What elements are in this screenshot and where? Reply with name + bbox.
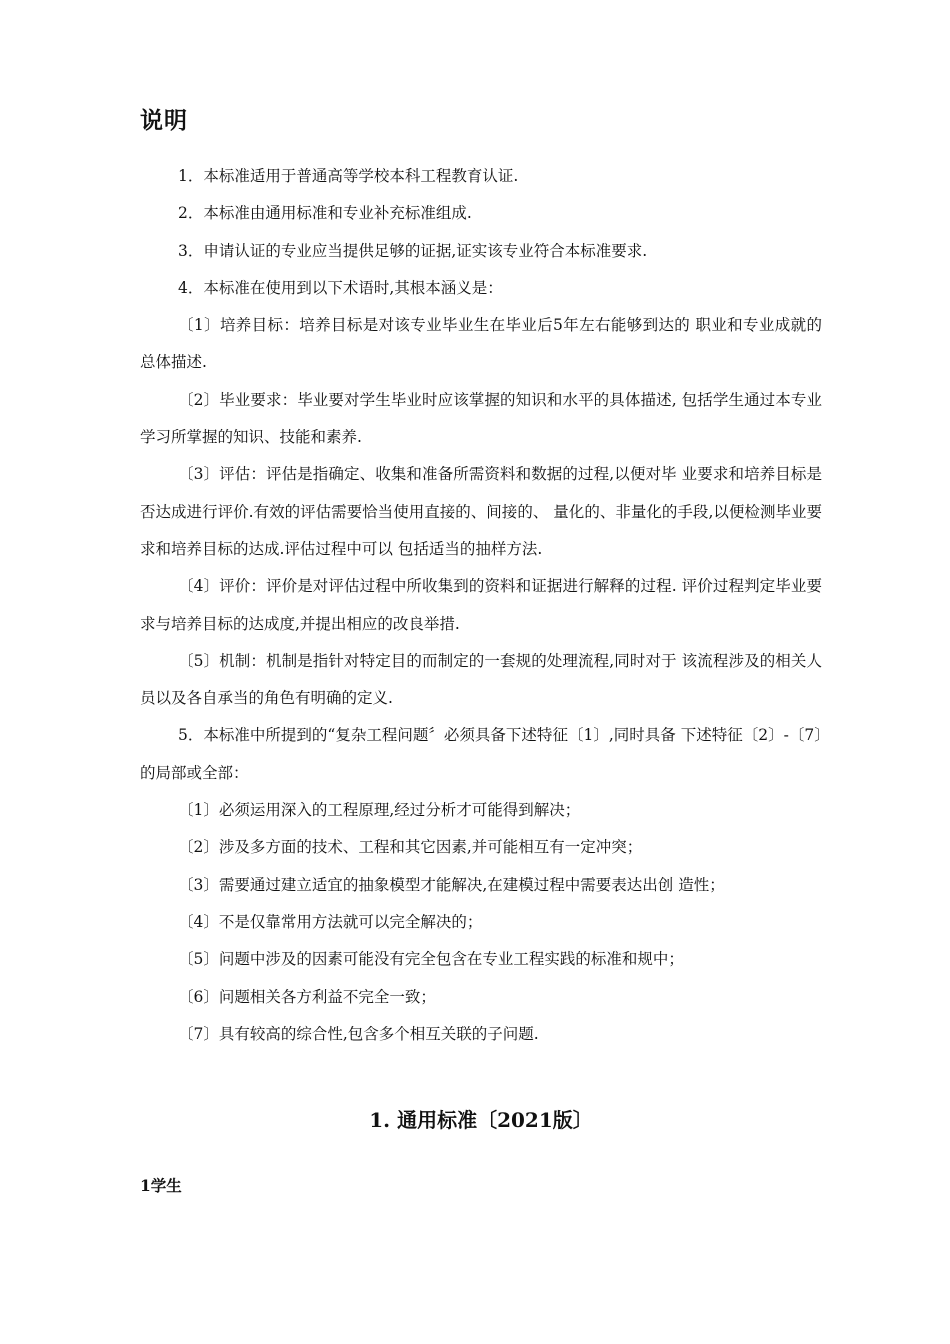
- section-title: 1. 通用标准〔2021版〕: [369, 1108, 593, 1132]
- term-graduation-requirement: 〔2〕毕业要求：毕业要对学生毕业时应该掌握的知识和水平的具体描述, 包括学生通过本专业学习所掌握的知识、技能和素养.: [140, 390, 822, 447]
- feature-item: 〔6〕问题相关各方利益不完全一致；: [178, 987, 436, 1006]
- intro-paragraph-4: 4．本标准在使用到以下术语时,其根本涵义是：: [178, 278, 503, 297]
- document-body: [140, 158, 822, 1053]
- term-mechanism: 〔5〕机制：机制是指针对特定目的而制定的一套规的处理流程,同时对于 该流程涉及的相关人员以及各自承当的角色有明确的定义.: [140, 651, 822, 708]
- intro-paragraph-1: 1．本标准适用于普通高等学校本科工程教育认证.: [178, 167, 519, 185]
- page-heading: 说明: [140, 108, 188, 134]
- feature-item: 〔4〕不是仅靠常用方法就可以完全解决的；: [178, 912, 483, 931]
- intro-paragraph-3: 3．申请认证的专业应当提供足够的证据,证实该专业符合本标准要求.: [178, 241, 648, 260]
- term-assessment: 〔3〕评估：评估是指确定、收集和准备所需资料和数据的过程,以便对毕 业要求和培养目标是否达成进行评价.有效的评估需要恰当使用直接的、间接的、 量化的、非量化的手段,以便检测毕业要求和培养目标的达成.评估过程中可以 包括适当的抽样方法.: [140, 465, 822, 558]
- intro-paragraph-5: 5．本标准中所提到的“复杂工程问题〞必须具备下述特征〔1〕,同时具备 下述特征〔2〕-〔7〕的局部或全部：: [140, 726, 822, 782]
- feature-item: 〔7〕具有较高的综合性,包含多个相互关联的子问题.: [178, 1024, 539, 1043]
- feature-item: 〔3〕需要通过建立适宜的抽象模型才能解决,在建模过程中需要表达出创 造性；: [178, 875, 725, 894]
- feature-item: 〔1〕必须运用深入的工程原理,经过分析才可能得到解决；: [178, 801, 581, 820]
- term-evaluation: 〔4〕评价：评价是对评估过程中所收集到的资料和证据进行解释的过程. 评价过程判定毕业要求与培养目标的达成度,并提出相应的改良举措.: [140, 577, 822, 633]
- term-training-objective: 〔1〕培养目标：培养目标是对该专业毕业生在毕业后5年左右能够到达的 职业和专业成就的总体描述.: [140, 316, 822, 372]
- intro-paragraph-2: 2．本标准由通用标准和专业补充标准组成.: [178, 204, 472, 223]
- feature-item: 〔5〕问题中涉及的因素可能没有完全包含在专业工程实践的标准和规中；: [178, 950, 684, 969]
- feature-item: 〔2〕涉及多方面的技术、工程和其它因素,并可能相互有一定冲突；: [178, 838, 643, 857]
- subsection-title: 1学生: [140, 1176, 182, 1195]
